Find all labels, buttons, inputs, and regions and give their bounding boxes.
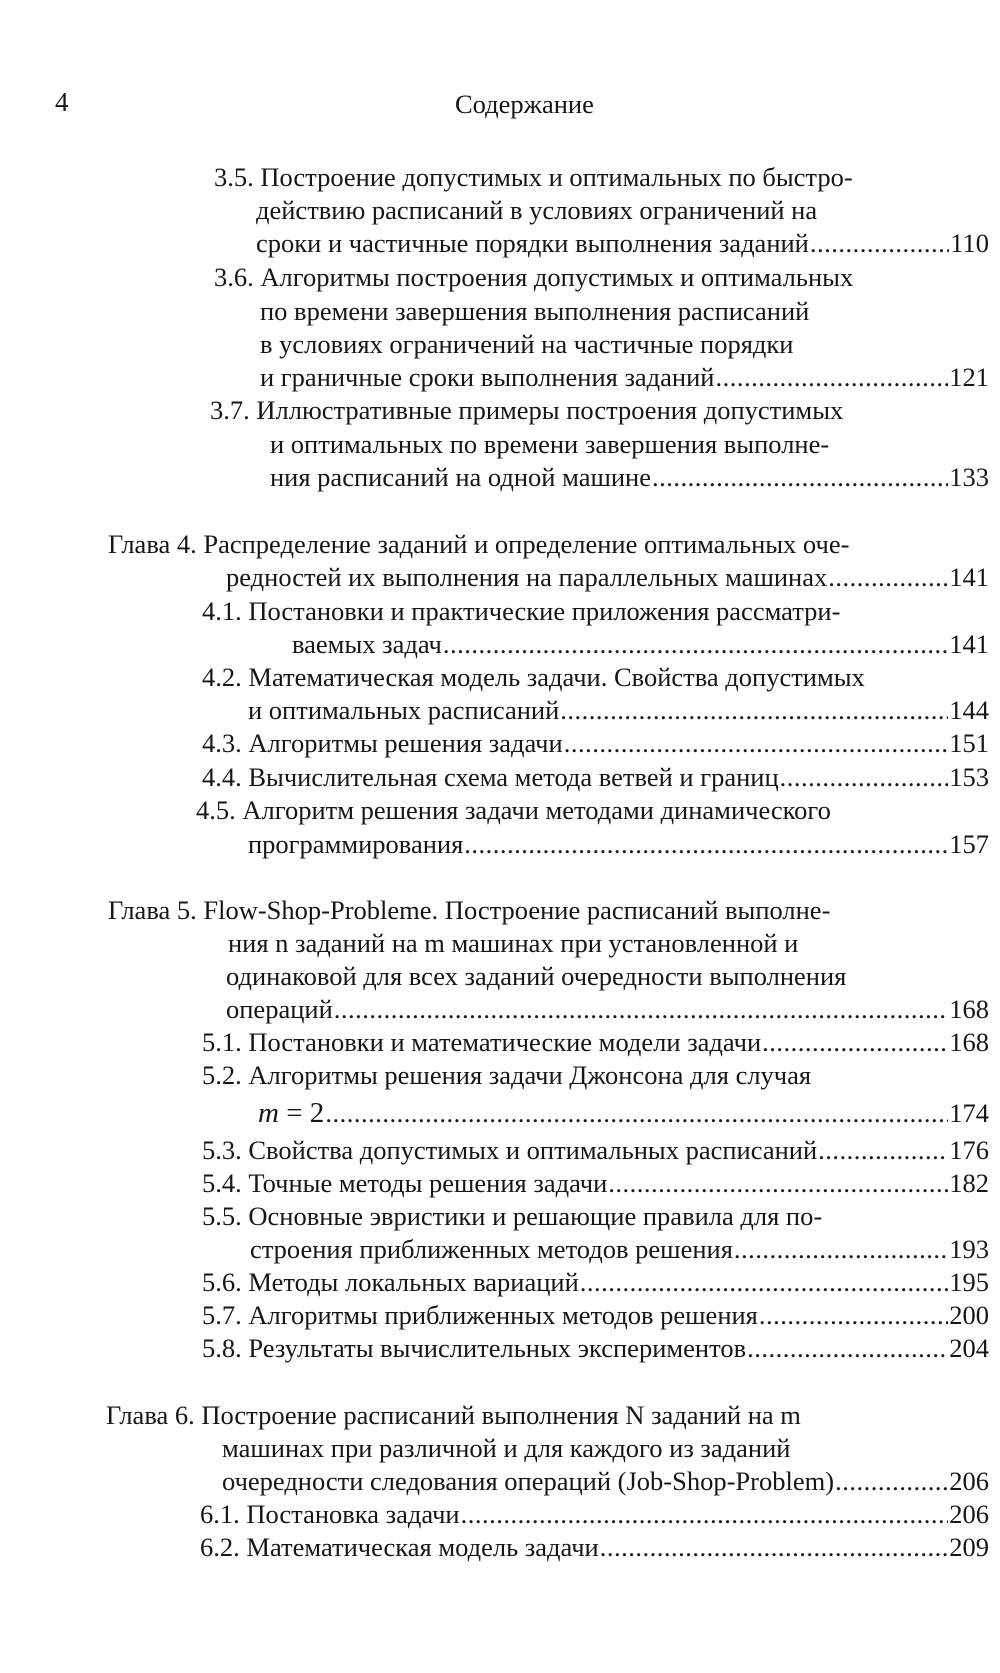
toc-ch5-line-2: ния n заданий на m машинах при установленной и xyxy=(228,928,799,958)
toc-5-2-math xyxy=(258,1096,324,1130)
toc-entry-5-6[interactable] xyxy=(202,1265,989,1299)
toc-4-2-line-2: и оптимальных расписаний xyxy=(248,695,560,725)
toc-ch4-page: 141 xyxy=(949,562,989,592)
toc-3-6-line-2: по времени завершения выполнения расписаний xyxy=(260,296,810,326)
toc-entry-4-3[interactable] xyxy=(202,726,989,760)
toc-3-6-line-4: и граничные сроки выполнения заданий xyxy=(260,362,715,392)
toc-entry-4-1[interactable] xyxy=(292,627,989,661)
toc-entry-ch6[interactable] xyxy=(222,1464,989,1498)
math-variable-m: m xyxy=(258,1097,279,1129)
toc-3-5-line-1: 3.5. Построение допустимых и оптимальных по быстро- xyxy=(214,162,853,192)
toc-entry-5-8[interactable] xyxy=(202,1331,989,1365)
toc-entry-5-4[interactable] xyxy=(202,1166,989,1200)
toc-3-7-line-2: и оптимальных по времени завершения выполне- xyxy=(270,429,830,459)
dot-leader xyxy=(443,627,948,661)
toc-6-2-title: 6.2. Математическая модель задачи xyxy=(200,1532,599,1562)
toc-5-4-page: 182 xyxy=(949,1168,989,1198)
toc-3-5-line-3: сроки и частичные порядки выполнения заданий xyxy=(256,228,809,258)
toc-4-4-title: 4.4. Вычислительная схема метода ветвей и границ xyxy=(202,762,779,792)
toc-4-3-title: 4.3. Алгоритмы решения задачи xyxy=(202,728,563,758)
dot-leader xyxy=(652,460,948,494)
toc-4-1-line-2: ваемых задач xyxy=(292,629,442,659)
toc-entry-6-1[interactable] xyxy=(200,1497,989,1531)
toc-4-1-page: 141 xyxy=(949,629,989,659)
toc-3-6-line-3: в условиях ограничений на частичные порядки xyxy=(260,329,794,359)
toc-5-7-title: 5.7. Алгоритмы приближенных методов решения xyxy=(202,1300,758,1330)
dot-leader xyxy=(734,1232,948,1266)
toc-5-2-page: 174 xyxy=(949,1098,989,1128)
toc-ch5-line-1: Глава 5. Flow-Shop-Probleme. Построение расписаний выполне- xyxy=(108,895,831,925)
toc-4-4-page: 153 xyxy=(949,762,989,792)
toc-4-1-line-1: 4.1. Постановки и практические приложения рассматри- xyxy=(202,596,841,626)
toc-entry-5-1[interactable] xyxy=(202,1025,989,1059)
dot-leader xyxy=(747,1331,948,1365)
toc-ch6-line-2: машинах при различной и для каждого из заданий xyxy=(222,1433,791,1463)
toc-5-5-page: 193 xyxy=(949,1234,989,1264)
toc-5-3-page: 176 xyxy=(949,1135,989,1165)
toc-entry-5-3[interactable] xyxy=(202,1133,989,1167)
math-equals-two: = 2 xyxy=(278,1097,325,1129)
toc-6-1-page: 206 xyxy=(949,1499,989,1529)
toc-5-7-page: 200 xyxy=(949,1300,989,1330)
dot-leader xyxy=(334,992,948,1026)
toc-6-2-page: 209 xyxy=(949,1532,989,1562)
toc-ch6-line-1: Глава 6. Построение расписаний выполнения N заданий на m xyxy=(106,1400,801,1430)
dot-leader xyxy=(600,1530,949,1564)
toc-4-2-page: 144 xyxy=(949,695,989,725)
toc-6-1-title: 6.1. Постановка задачи xyxy=(200,1499,460,1529)
dot-leader xyxy=(560,693,948,727)
dot-leader xyxy=(580,1265,948,1299)
toc-ch6-page: 206 xyxy=(949,1466,989,1496)
toc-entry-ch4[interactable] xyxy=(226,560,989,594)
toc-entry-5-5[interactable] xyxy=(250,1232,989,1266)
toc-5-3-title: 5.3. Свойства допустимых и оптимальных расписаний xyxy=(202,1135,818,1165)
dot-leader xyxy=(564,726,949,760)
dot-leader xyxy=(464,827,948,861)
dot-leader xyxy=(835,1464,948,1498)
toc-ch6-line-3: очередности следования операций (Job-Shop-Problem) xyxy=(222,1466,835,1496)
running-title: Содержание xyxy=(455,89,594,119)
toc-3-5-page: 110 xyxy=(950,228,989,258)
dot-leader xyxy=(828,560,948,594)
toc-entry-4-4[interactable] xyxy=(202,760,989,794)
toc-4-3-page: 151 xyxy=(949,728,989,758)
toc-3-5-line-2: действию расписаний в условиях ограничений на xyxy=(256,195,818,225)
toc-3-7-line-3: ния расписаний на одной машине xyxy=(270,462,651,492)
toc-entry-3-5[interactable] xyxy=(256,226,989,260)
dot-leader xyxy=(608,1166,948,1200)
toc-entry-3-6[interactable] xyxy=(260,360,989,394)
toc-4-5-line-1: 4.5. Алгоритм решения задачи методами динамического xyxy=(196,795,831,825)
toc-ch5-line-4: операций xyxy=(226,994,333,1024)
dot-leader xyxy=(780,760,949,794)
toc-5-5-line-1: 5.5. Основные эвристики и решающие правила для по- xyxy=(202,1201,823,1231)
toc-entry-6-2[interactable] xyxy=(200,1530,989,1564)
toc-3-6-page: 121 xyxy=(949,362,989,392)
dot-leader xyxy=(715,360,948,394)
toc-4-5-line-2: программирования xyxy=(248,829,464,859)
toc-5-1-page: 168 xyxy=(949,1027,989,1057)
toc-ch5-line-3: одинаковой для всех заданий очередности выполнения xyxy=(226,961,847,991)
toc-entry-5-2[interactable] xyxy=(258,1096,989,1130)
toc-5-8-title: 5.8. Результаты вычислительных экспериментов xyxy=(202,1333,747,1363)
dot-leader xyxy=(759,1298,948,1332)
dot-leader xyxy=(818,1133,948,1167)
toc-entry-4-2[interactable] xyxy=(248,693,989,727)
dot-leader xyxy=(461,1497,949,1531)
toc-ch5-page: 168 xyxy=(949,994,989,1024)
toc-entry-4-5[interactable] xyxy=(248,827,989,861)
dot-leader xyxy=(325,1096,948,1130)
toc-5-5-line-2: строения приближенных методов решения xyxy=(250,1234,733,1264)
dot-leader xyxy=(762,1025,948,1059)
toc-5-4-title: 5.4. Точные методы решения задачи xyxy=(202,1168,608,1198)
page-number: 4 xyxy=(55,87,69,117)
dot-leader xyxy=(810,226,949,260)
toc-5-6-page: 195 xyxy=(949,1267,989,1297)
toc-5-2-line-1: 5.2. Алгоритмы решения задачи Джонсона для случая xyxy=(202,1060,812,1090)
toc-4-5-page: 157 xyxy=(949,829,989,859)
toc-3-7-line-1: 3.7. Иллюстративные примеры построения допустимых xyxy=(210,395,844,425)
toc-4-2-line-1: 4.2. Математическая модель задачи. Свойства допустимых xyxy=(202,662,865,692)
toc-5-6-title: 5.6. Методы локальных вариаций xyxy=(202,1267,579,1297)
toc-3-6-line-1: 3.6. Алгоритмы построения допустимых и оптимальных xyxy=(214,262,854,292)
toc-3-7-page: 133 xyxy=(949,462,989,492)
toc-entry-5-7[interactable] xyxy=(202,1298,989,1332)
toc-ch4-line-1: Глава 4. Распределение заданий и определение оптимальных оче- xyxy=(108,529,850,559)
toc-5-8-page: 204 xyxy=(949,1333,989,1363)
toc-entry-ch5[interactable] xyxy=(226,992,989,1026)
toc-entry-3-7[interactable] xyxy=(270,460,989,494)
toc-ch4-line-2: редностей их выполнения на параллельных машинах xyxy=(226,562,828,592)
toc-5-1-title: 5.1. Постановки и математические модели задачи xyxy=(202,1027,762,1057)
